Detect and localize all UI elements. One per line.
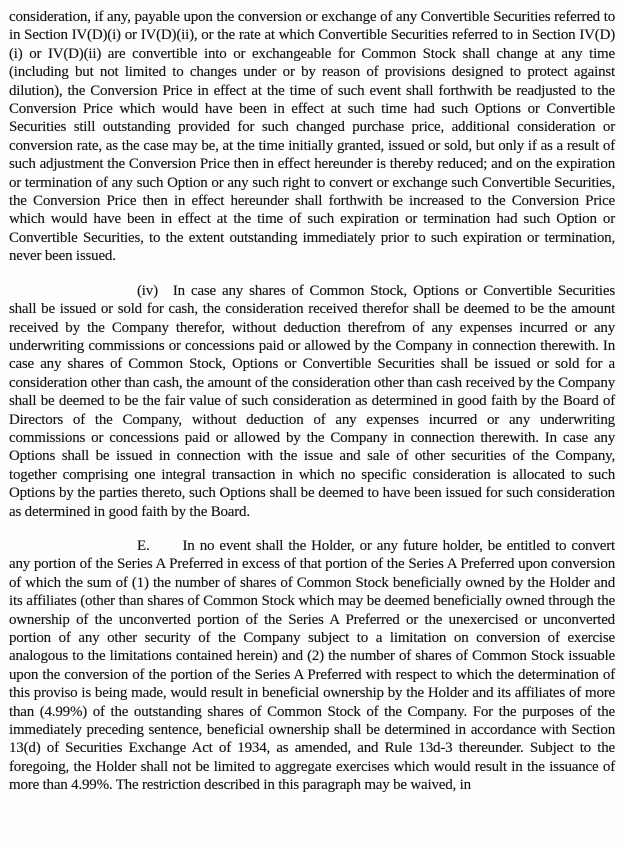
paragraph-e-label: E. (137, 537, 150, 554)
paragraph-e-text: In no event shall the Holder, or any future holder, be entitled to convert any portion of the Series A Preferred in excess of that portion of the Series A Preferred upon conversion of which the sum of (1) the number of shares of Common Stock beneficially owned by the Holder and its affiliates (other than shares of Common Stock which may be deemed beneficially owned through the ownership of the unconverted portion of the Series A Preferred or the unexercised or unconverted portion of any other security of the Company subject to a limitation on conversion of exercise analogous to the limitations contained herein) and (2) the number of shares of Common Stock issuable upon the conversion of the portion of the Series A Preferred with respect to which the determination of this proviso is being made, would result in beneficial ownership by the Holder and its affiliates of more than (4.99%) of the outstanding shares of Common Stock of the Company. For the purposes of the immediately preceding sentence, beneficial ownership shall be determined in accordance with Section 13(d) of Securities Exchange Act of 1934, as amended, and Rule 13d-3 thereunder. Subject to the foregoing, the Holder shall not be limited to aggregate exercises which would result in the issuance of more than 4.99%. The restriction described in this paragraph may be waived, in (9, 537, 615, 794)
paragraph-iv-text: In case any shares of Common Stock, Options or Convertible Securities shall be issued or sold for cash, the consideration received therefor shall be deemed to be the amount received by the Company therefor, without deduction therefrom of any expenses incurred or any underwriting commissions or concessions paid or allowed by the Company in connection therewith. In case any shares of Common Stock, Options or Convertible Securities shall be issued or sold for a consideration other than cash, the amount of the consideration other than cash received by the Company shall be deemed to be the fair value of such consideration as determined in good faith by the Board of Directors of the Company, without deduction of any expenses incurred or any underwriting commissions or concessions paid or allowed by the Company in connection therewith. In case any Options shall be issued in connection with the issue and sale of other securities of the Company, together comprising one integral transaction in which no specific consideration is allocated to such Options by the parties thereto, such Options shall be deemed to have been issued for such consideration as determined in good faith by the Board. (9, 282, 615, 520)
paragraph-continuation (9, 8, 615, 266)
paragraph-e (9, 537, 615, 795)
paragraph-continuation-text: consideration, if any, payable upon the conversion or exchange of any Convertible Securities referred to in Section IV(D)(i) or IV(D)(ii), or the rate at which Convertible Securities referred to in Section IV(D)(i) or IV(D)(ii) are convertible into or exchangeable for Common Stock shall change at any time (including but not limited to changes under or by reason of provisions designed to protect against dilution), the Conversion Price in effect at the time of such event shall forthwith be readjusted to the Conversion Price which would have been in effect at such time had such Options or Convertible Securities still outstanding provided for such changed purchase price, additional consideration or conversion rate, as the case may be, at the time initially granted, issued or sold, but only if as a result of such adjustment the Conversion Price then in effect hereunder is thereby reduced; and on the expiration or termination of any such Option or any such right to convert or exchange such Convertible Securities, the Conversion Price then in effect hereunder shall forthwith be increased to the Conversion Price which would have been in effect at the time of such expiration or termination had such Option or Convertible Securities, to the extent outstanding immediately prior to such expiration or termination, never been issued. (9, 9, 615, 265)
paragraph-iv-label: (iv) (137, 282, 158, 299)
paragraph-iv (9, 282, 615, 521)
